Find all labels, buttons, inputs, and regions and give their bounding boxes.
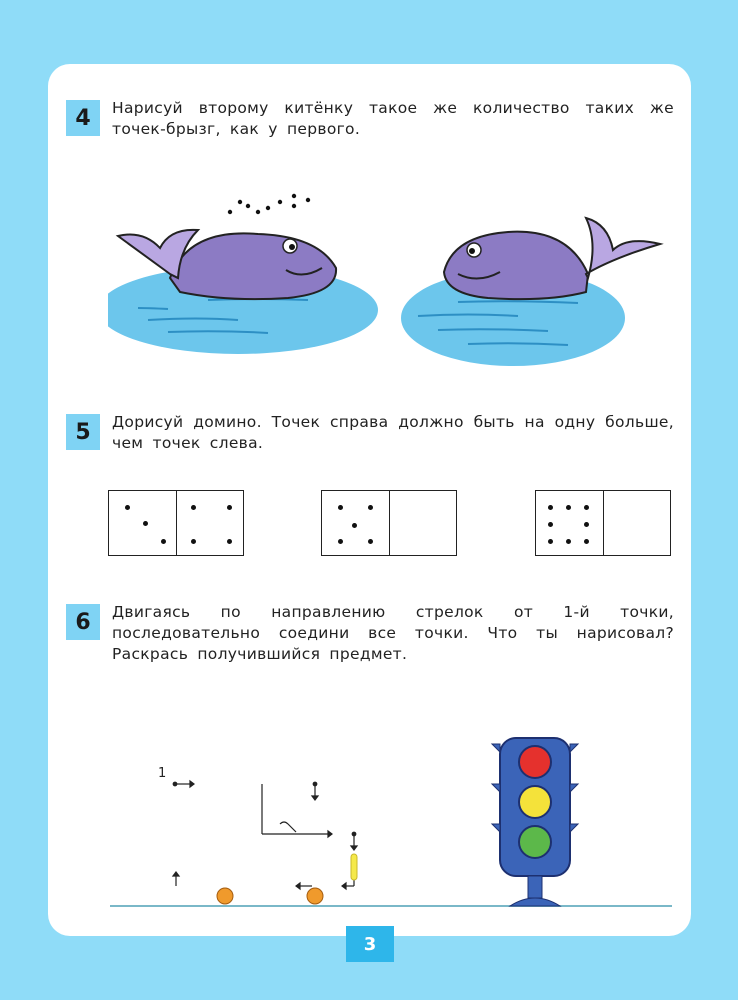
domino-dot [548,505,553,510]
domino-dot [227,505,232,510]
domino-dot [191,539,196,544]
domino-dot [338,505,343,510]
domino-right-half [176,491,244,555]
domino-dot [125,505,130,510]
domino-2 [321,490,457,556]
domino-dot [584,539,589,544]
domino-left-half [322,491,389,555]
domino-dot [584,522,589,527]
green-light [519,826,551,858]
whales-illustration [108,188,668,378]
domino-dot [548,539,553,544]
page-number: 3 [346,926,394,962]
domino-left-half [109,491,176,555]
task-number: 5 [66,414,100,450]
domino-dot [191,505,196,510]
task-number: 4 [66,100,100,136]
domino-right-half-empty[interactable] [389,491,457,555]
task-number: 6 [66,604,100,640]
domino-right-half-empty[interactable] [603,491,671,555]
domino-dot [566,539,571,544]
domino-dot [143,521,148,526]
red-light [519,746,551,778]
domino-dot [548,522,553,527]
splash-dots [228,194,310,214]
domino-dot [161,539,166,544]
domino-dot [368,505,373,510]
puzzle-arrows [173,781,357,889]
whale-right [401,218,660,366]
domino-1 [108,490,244,556]
whale-left [108,194,378,354]
task-text: Дорисуй домино. Точек справа должно быть на одну больше, чем точек слева. [112,413,674,452]
domino-dot [584,505,589,510]
traffic-light [492,738,578,906]
start-point-label: 1 [158,766,167,781]
domino-dot [338,539,343,544]
yellow-light [519,786,551,818]
connect-dots-area [100,720,680,920]
domino-dot [368,539,373,544]
domino-dot [566,505,571,510]
task-text: Нарисуй второму китёнку такое же количество таких же точек-брызг, как у первого. [112,99,674,138]
domino-3 [535,490,671,556]
domino-dot [227,539,232,544]
task-text: Двигаясь по направлению стрелок от 1-й точки, последовательно соедини все точки. Что ты нарисовал? Раскрась получившийся предмет. [112,603,674,663]
domino-dot [352,523,357,528]
yellow-mark [351,854,357,880]
domino-left-half [536,491,603,555]
wheel-left [217,888,233,904]
wheel-right [307,888,323,904]
